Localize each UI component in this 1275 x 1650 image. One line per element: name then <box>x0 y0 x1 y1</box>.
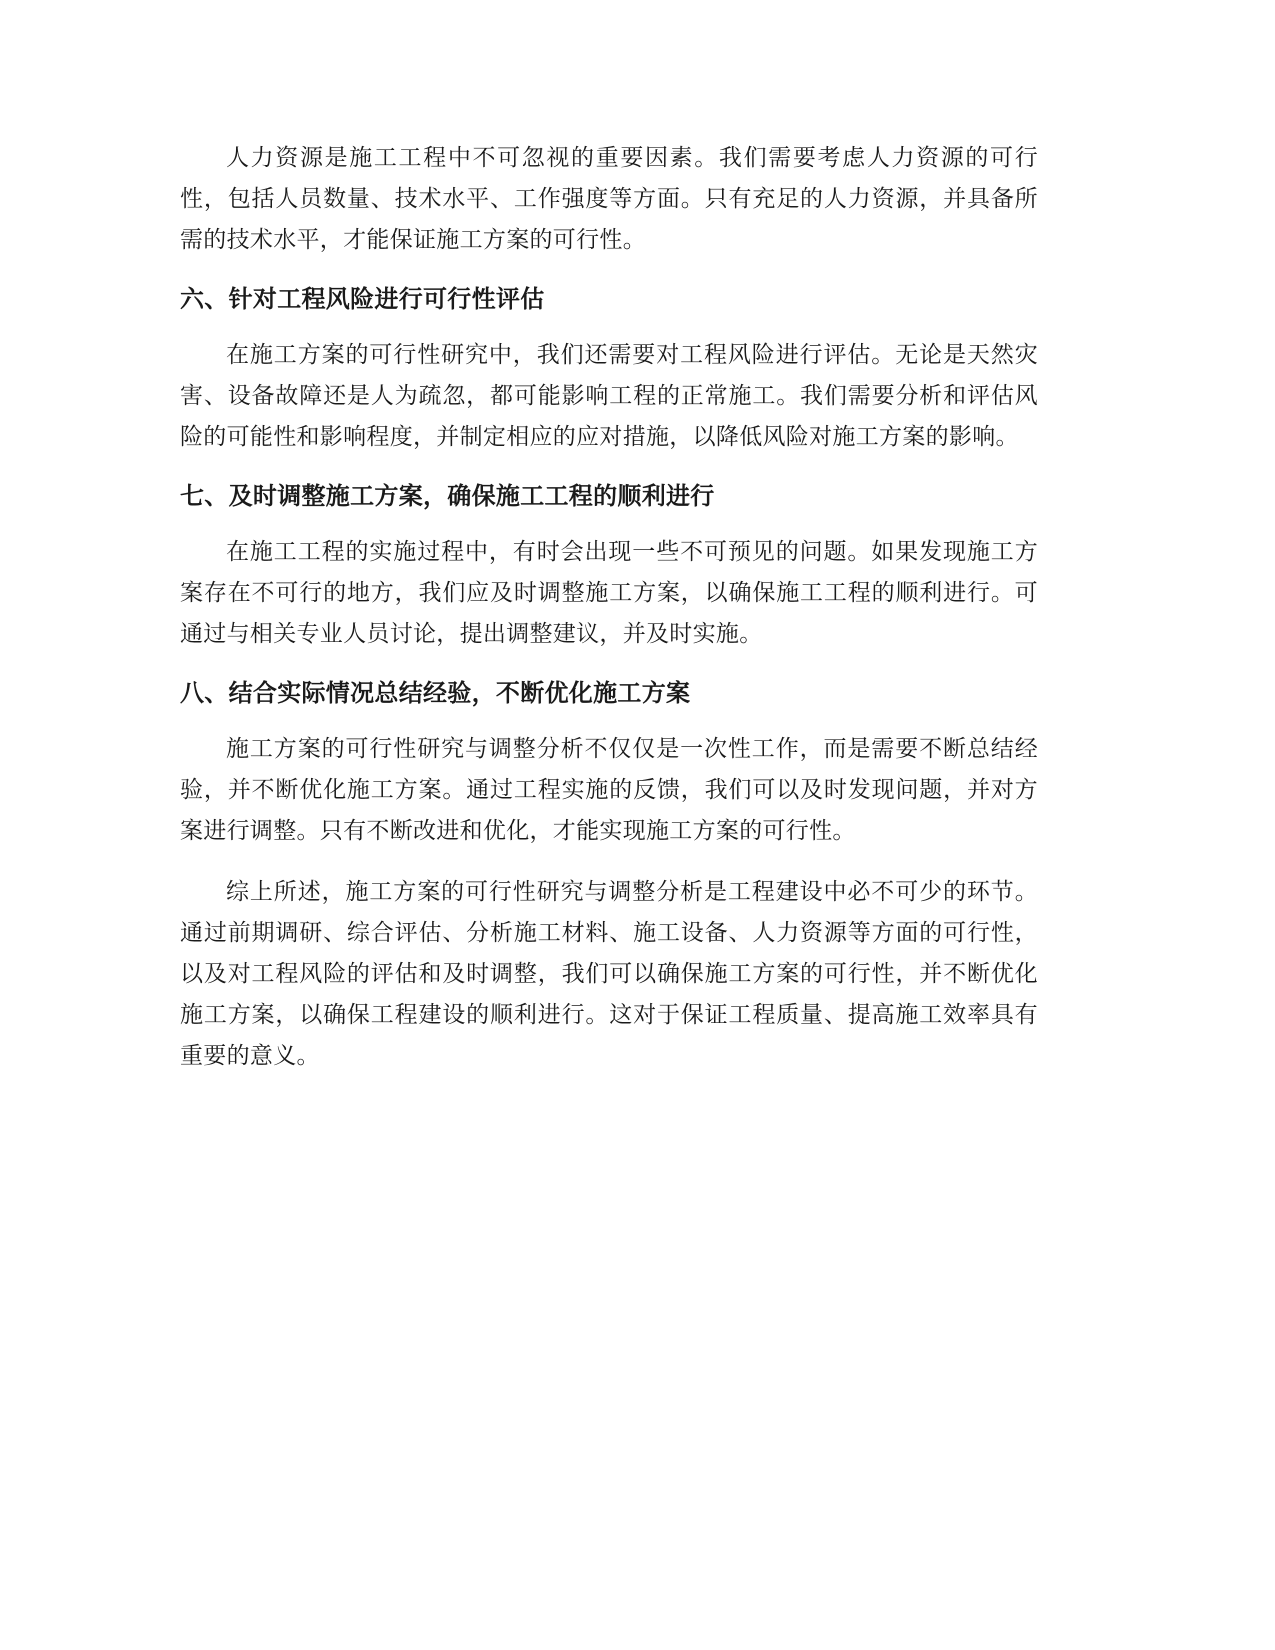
paragraph-risk-assessment: 在施工方案的可行性研究中，我们还需要对工程风险进行评估。无论是天然灾害、设备故障还是人为疏忽，都可能影响工程的正常施工。我们需要分析和评估风险的可能性和影响程度，并制定相应的应对措施，以降低风险对施工方案的影响。 <box>180 342 1038 450</box>
paragraph-timely-adjustment: 在施工工程的实施过程中，有时会出现一些不可预见的问题。如果发现施工方案存在不可行的地方，我们应及时调整施工方案，以确保施工工程的顺利进行。可通过与相关专业人员讨论，提出调整建议，并及时实施。 <box>180 539 1038 647</box>
section-heading-8: 八、结合实际情况总结经验，不断优化施工方案 <box>180 679 691 707</box>
paragraph-summary: 综上所述，施工方案的可行性研究与调整分析是工程建设中必不可少的环节。通过前期调研、综合评估、分析施工材料、施工设备、人力资源等方面的可行性，以及对工程风险的评估和及时调整，我们可以确保施工方案的可行性，并不断优化施工方案，以确保工程建设的顺利进行。这对于保证工程质量、提高施工效率具有重要的意义。 <box>180 879 1038 1069</box>
section-heading-7: 七、及时调整施工方案，确保施工工程的顺利进行 <box>180 482 715 510</box>
paragraph-continuous-optimization: 施工方案的可行性研究与调整分析不仅仅是一次性工作，而是需要不断总结经验，并不断优化施工方案。通过工程实施的反馈，我们可以及时发现问题，并对方案进行调整。只有不断改进和优化，才能实现施工方案的可行性。 <box>180 736 1038 844</box>
section-heading-6: 六、针对工程风险进行可行性评估 <box>180 285 545 313</box>
paragraph-human-resources: 人力资源是施工工程中不可忽视的重要因素。我们需要考虑人力资源的可行性，包括人员数量、技术水平、工作强度等方面。只有充足的人力资源，并具备所需的技术水平，才能保证施工方案的可行性。 <box>180 145 1038 253</box>
document-body <box>180 138 1038 1097</box>
